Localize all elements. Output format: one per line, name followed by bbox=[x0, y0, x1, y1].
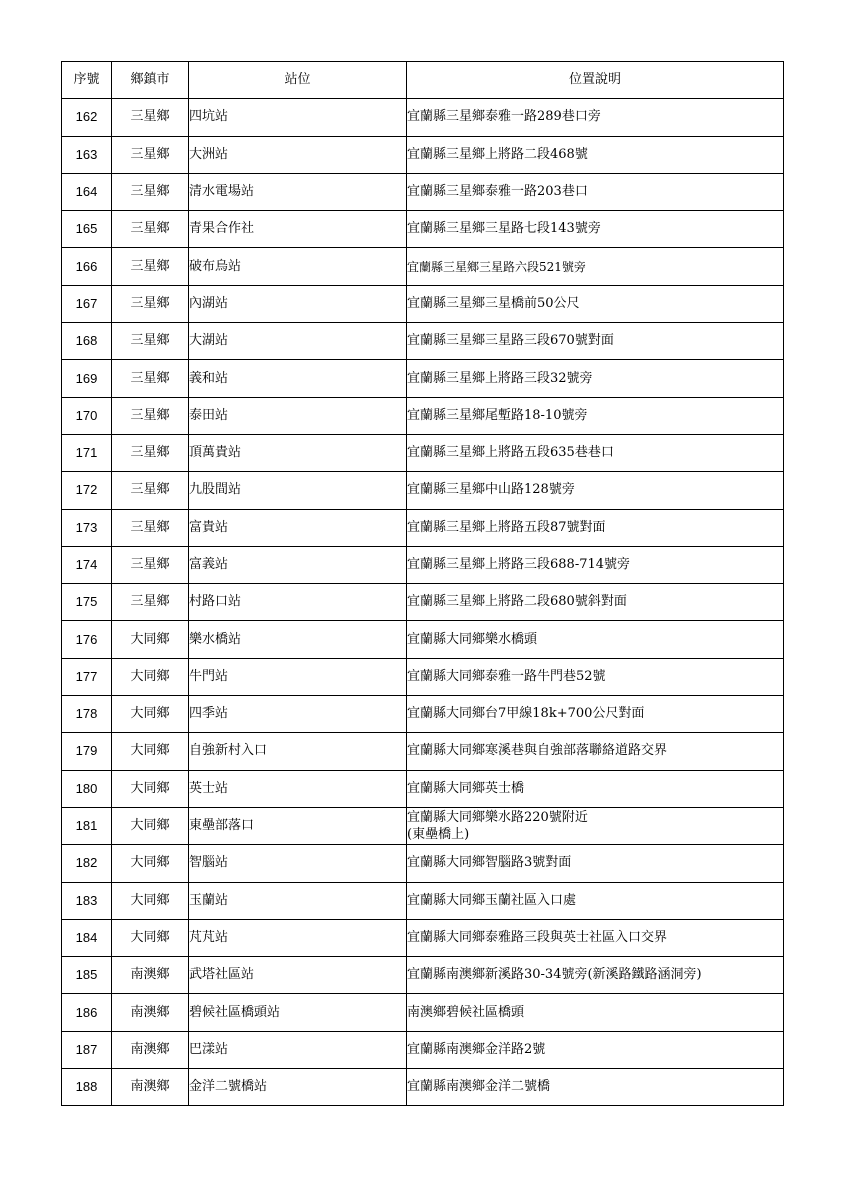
table-row bbox=[62, 1031, 784, 1068]
table-row bbox=[62, 211, 784, 248]
row-number: 188 bbox=[62, 1069, 112, 1106]
row-number: 175 bbox=[62, 584, 112, 621]
row-station: 樂水橋站 bbox=[189, 621, 407, 658]
row-station: 泰田站 bbox=[189, 397, 407, 434]
row-township: 三星鄉 bbox=[112, 136, 189, 173]
row-location: 宜蘭縣南澳鄉新溪路30-34號旁(新溪路鐵路涵洞旁) bbox=[407, 957, 784, 994]
table-row bbox=[62, 584, 784, 621]
table-row bbox=[62, 696, 784, 733]
table-row bbox=[62, 957, 784, 994]
row-location: 宜蘭縣大同鄉英士橋 bbox=[407, 770, 784, 807]
row-number: 186 bbox=[62, 994, 112, 1031]
row-township: 三星鄉 bbox=[112, 248, 189, 285]
row-number: 162 bbox=[62, 99, 112, 136]
row-number: 181 bbox=[62, 807, 112, 844]
row-number: 182 bbox=[62, 845, 112, 882]
row-location: 宜蘭縣大同鄉泰雅一路牛門巷52號 bbox=[407, 658, 784, 695]
row-township: 三星鄉 bbox=[112, 99, 189, 136]
row-station: 內湖站 bbox=[189, 285, 407, 322]
table-row bbox=[62, 882, 784, 919]
table-row bbox=[62, 919, 784, 956]
row-station: 東壘部落口 bbox=[189, 807, 407, 844]
row-location: 宜蘭縣大同鄉台7甲線18k+700公尺對面 bbox=[407, 696, 784, 733]
row-location: 宜蘭縣三星鄉上將路三段32號旁 bbox=[407, 360, 784, 397]
row-township: 南澳鄉 bbox=[112, 1031, 189, 1068]
row-township: 三星鄉 bbox=[112, 173, 189, 210]
row-township: 大同鄉 bbox=[112, 696, 189, 733]
row-station: 金洋二號橋站 bbox=[189, 1069, 407, 1106]
row-station: 頂萬貴站 bbox=[189, 434, 407, 471]
row-number: 179 bbox=[62, 733, 112, 770]
row-station: 牛門站 bbox=[189, 658, 407, 695]
row-number: 164 bbox=[62, 173, 112, 210]
row-location: 宜蘭縣三星鄉上將路三段688-714號旁 bbox=[407, 546, 784, 583]
row-station: 英士站 bbox=[189, 770, 407, 807]
row-location: 宜蘭縣三星鄉三星路三段670號對面 bbox=[407, 323, 784, 360]
row-location: 宜蘭縣南澳鄉金洋路2號 bbox=[407, 1031, 784, 1068]
row-location: 宜蘭縣三星鄉三星路七段143號旁 bbox=[407, 211, 784, 248]
row-station: 破布烏站 bbox=[189, 248, 407, 285]
row-number: 187 bbox=[62, 1031, 112, 1068]
row-number: 166 bbox=[62, 248, 112, 285]
row-number: 169 bbox=[62, 360, 112, 397]
row-number: 171 bbox=[62, 434, 112, 471]
row-number: 184 bbox=[62, 919, 112, 956]
row-township: 三星鄉 bbox=[112, 285, 189, 322]
row-township: 三星鄉 bbox=[112, 360, 189, 397]
table-row bbox=[62, 397, 784, 434]
row-township: 南澳鄉 bbox=[112, 994, 189, 1031]
table-row bbox=[62, 285, 784, 322]
table-row bbox=[62, 434, 784, 471]
row-location: 宜蘭縣南澳鄉金洋二號橋 bbox=[407, 1069, 784, 1106]
row-station: 自強新村入口 bbox=[189, 733, 407, 770]
row-township: 三星鄉 bbox=[112, 434, 189, 471]
row-location: 宜蘭縣大同鄉玉蘭社區入口處 bbox=[407, 882, 784, 919]
row-location-line-1: 宜蘭縣大同鄉樂水路220號附近 bbox=[407, 810, 588, 826]
header-township: 鄉鎮市 bbox=[112, 62, 189, 99]
row-location: 宜蘭縣大同鄉寒溪巷與自強部落聯絡道路交界 bbox=[407, 733, 784, 770]
row-location: 宜蘭縣三星鄉上將路二段468號 bbox=[407, 136, 784, 173]
row-number: 165 bbox=[62, 211, 112, 248]
row-station: 玉蘭站 bbox=[189, 882, 407, 919]
table-row bbox=[62, 99, 784, 136]
row-station: 智腦站 bbox=[189, 845, 407, 882]
row-number: 173 bbox=[62, 509, 112, 546]
row-number: 163 bbox=[62, 136, 112, 173]
row-station: 巴漾站 bbox=[189, 1031, 407, 1068]
header-number: 序號 bbox=[62, 62, 112, 99]
row-number: 168 bbox=[62, 323, 112, 360]
row-location: 宜蘭縣三星鄉上將路五段87號對面 bbox=[407, 509, 784, 546]
row-number: 174 bbox=[62, 546, 112, 583]
row-township: 三星鄉 bbox=[112, 546, 189, 583]
header-row bbox=[62, 62, 784, 99]
table-body bbox=[62, 99, 784, 1106]
row-number: 185 bbox=[62, 957, 112, 994]
row-station: 富貴站 bbox=[189, 509, 407, 546]
header-location: 位置說明 bbox=[407, 62, 784, 99]
row-number: 172 bbox=[62, 472, 112, 509]
row-number: 178 bbox=[62, 696, 112, 733]
row-township: 大同鄉 bbox=[112, 845, 189, 882]
row-station: 大湖站 bbox=[189, 323, 407, 360]
row-township: 大同鄉 bbox=[112, 770, 189, 807]
row-township: 大同鄉 bbox=[112, 621, 189, 658]
row-township: 三星鄉 bbox=[112, 323, 189, 360]
table-row bbox=[62, 658, 784, 695]
row-station: 四季站 bbox=[189, 696, 407, 733]
table-row bbox=[62, 546, 784, 583]
row-location: 宜蘭縣三星鄉泰雅一路289巷口旁 bbox=[407, 99, 784, 136]
row-township: 大同鄉 bbox=[112, 733, 189, 770]
row-station: 青果合作社 bbox=[189, 211, 407, 248]
row-location: 宜蘭縣三星鄉尾塹路18-10號旁 bbox=[407, 397, 784, 434]
table-row bbox=[62, 621, 784, 658]
row-township: 大同鄉 bbox=[112, 807, 189, 844]
table-row bbox=[62, 845, 784, 882]
table-row bbox=[62, 323, 784, 360]
row-location: 宜蘭縣三星鄉泰雅一路203巷口 bbox=[407, 173, 784, 210]
row-station: 義和站 bbox=[189, 360, 407, 397]
row-location bbox=[407, 807, 784, 844]
table-row bbox=[62, 733, 784, 770]
row-station: 九股間站 bbox=[189, 472, 407, 509]
row-location: 宜蘭縣大同鄉泰雅路三段與英士社區入口交界 bbox=[407, 919, 784, 956]
table-row bbox=[62, 173, 784, 210]
row-location: 宜蘭縣三星鄉三星路六段521號旁 bbox=[407, 248, 784, 285]
table-row bbox=[62, 136, 784, 173]
row-location: 宜蘭縣三星鄉上將路五段635巷巷口 bbox=[407, 434, 784, 471]
table-row bbox=[62, 1069, 784, 1106]
row-station: 四坑站 bbox=[189, 99, 407, 136]
row-township: 大同鄉 bbox=[112, 882, 189, 919]
row-location: 南澳鄉碧候社區橋頭 bbox=[407, 994, 784, 1031]
row-township: 大同鄉 bbox=[112, 658, 189, 695]
row-township: 三星鄉 bbox=[112, 509, 189, 546]
row-location: 宜蘭縣三星鄉上將路二段680號斜對面 bbox=[407, 584, 784, 621]
row-township: 南澳鄉 bbox=[112, 1069, 189, 1106]
row-station: 武塔社區站 bbox=[189, 957, 407, 994]
row-number: 170 bbox=[62, 397, 112, 434]
row-station: 村路口站 bbox=[189, 584, 407, 621]
table-row bbox=[62, 994, 784, 1031]
table-row bbox=[62, 248, 784, 285]
table-row bbox=[62, 360, 784, 397]
row-township: 三星鄉 bbox=[112, 472, 189, 509]
row-location: 宜蘭縣大同鄉樂水橋頭 bbox=[407, 621, 784, 658]
row-location: 宜蘭縣三星鄉中山路128號旁 bbox=[407, 472, 784, 509]
row-township: 三星鄉 bbox=[112, 584, 189, 621]
row-station: 芃芃站 bbox=[189, 919, 407, 956]
row-station: 富義站 bbox=[189, 546, 407, 583]
row-number: 176 bbox=[62, 621, 112, 658]
row-number: 167 bbox=[62, 285, 112, 322]
row-number: 183 bbox=[62, 882, 112, 919]
row-township: 三星鄉 bbox=[112, 211, 189, 248]
row-township: 三星鄉 bbox=[112, 397, 189, 434]
row-township: 南澳鄉 bbox=[112, 957, 189, 994]
row-location: 宜蘭縣大同鄉智腦路3號對面 bbox=[407, 845, 784, 882]
row-number: 177 bbox=[62, 658, 112, 695]
row-location-line-2: (東壘橋上) bbox=[407, 827, 470, 843]
header-station: 站位 bbox=[189, 62, 407, 99]
row-number: 180 bbox=[62, 770, 112, 807]
row-station: 碧候社區橋頭站 bbox=[189, 994, 407, 1031]
station-table bbox=[61, 61, 784, 1106]
row-station: 清水電場站 bbox=[189, 173, 407, 210]
table-row bbox=[62, 472, 784, 509]
table-row bbox=[62, 509, 784, 546]
table-row bbox=[62, 807, 784, 844]
row-township: 大同鄉 bbox=[112, 919, 189, 956]
row-location: 宜蘭縣三星鄉三星橋前50公尺 bbox=[407, 285, 784, 322]
table-row bbox=[62, 770, 784, 807]
row-station: 大洲站 bbox=[189, 136, 407, 173]
